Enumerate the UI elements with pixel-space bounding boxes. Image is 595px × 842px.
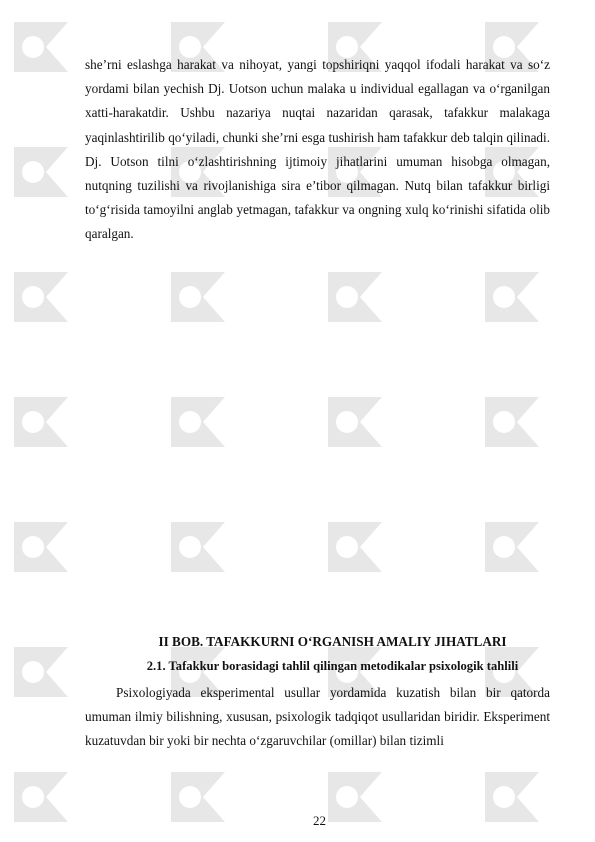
watermark-logo [479,518,545,576]
watermark-logo [8,643,74,701]
watermark-logo [479,393,545,451]
chapter-heading: II BOB. TAFAKKURNI O‘RGANISH AMALIY JIHATLARI [158,634,507,649]
body-paragraph-1: she’rni eslashga harakat va nihoyat, yangi topshiriqni yaqqol ifodali harakat va so‘z yordami bilan yechish Dj. Uotson uchun malaka u individual egallagan va o‘rganilgan xatti-harakatdir. Ushbu nazariya nuqtai nazaridan qarasak, tafakkur malakaga yaqinlashtirilib qo‘yiladi, chunki she’rni esga tushirish ham tafakkur deb talqin qilinadi. Dj. Uotson tilni o‘zlashtirishning ijtimoiy jihatlarini umuman hisobga olmagan, nutqning tuzilishi va rivojlanishiga sira e’tibor qilmagan. Nutq bilan tafakkur birligi to‘g‘risida tamoyilni anglab yetmagan, tafakkur va ongning xulq ko‘rinishi sifatida olib qaralgan. [85,57,550,242]
body-paragraph-2: Psixologiyada eksperimental usullar yordamida kuzatish bilan bir qatorda umuman ilmiy bilishning, xususan, psixologik tadqiqot usullaridan biridir. Eksperiment kuzatuvdan bir yoki bir nechta o‘zgaruvchilar (omillar) bilan tizimli [85,685,550,749]
watermark-logo [322,393,388,451]
watermark-logo [322,518,388,576]
watermark-logo [8,18,74,76]
page-number: 22 [313,813,326,828]
watermark-logo [165,518,231,576]
watermark-logo [8,268,74,326]
watermark-logo [8,393,74,451]
watermark-logo [8,518,74,576]
watermark-logo [479,268,545,326]
watermark-logo [165,393,231,451]
section-heading: 2.1. Tafakkur borasidagi tahlil qilingan metodikalar psixologik tahlili [146,659,519,673]
watermark-logo [165,268,231,326]
watermark-logo [8,143,74,201]
watermark-logo [322,268,388,326]
